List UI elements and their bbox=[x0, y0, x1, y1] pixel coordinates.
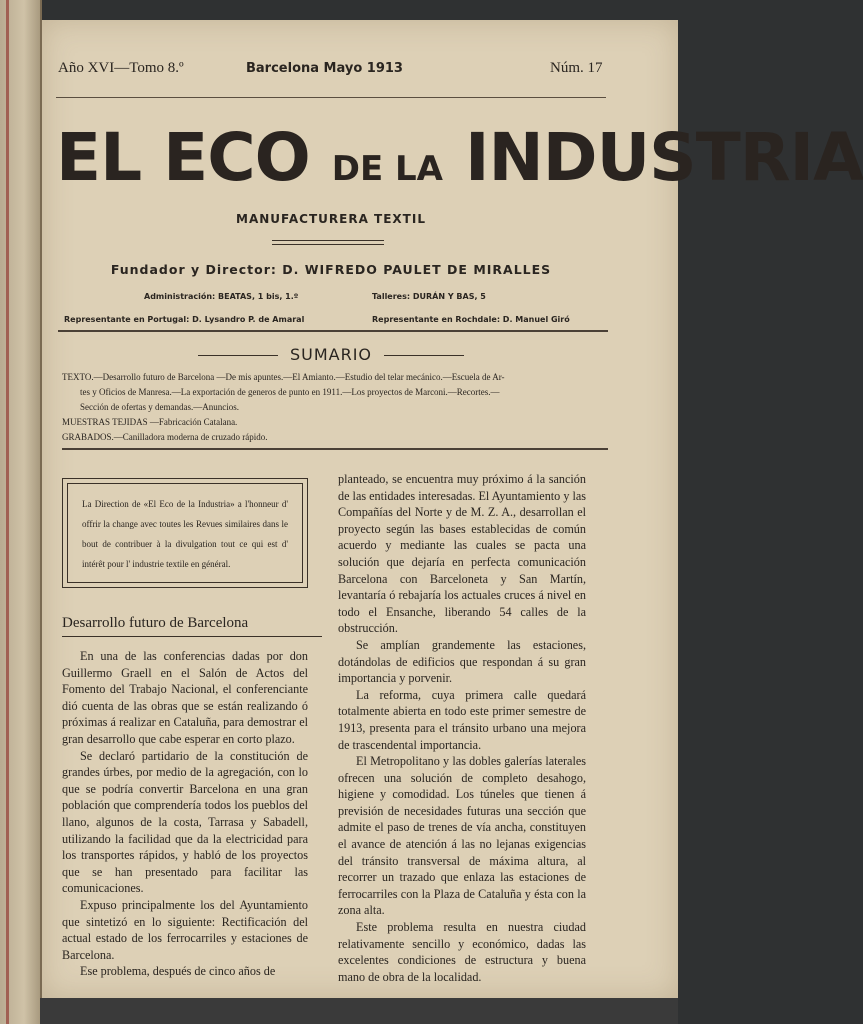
sumario-end-rule bbox=[62, 448, 608, 450]
article-column-left bbox=[62, 648, 308, 980]
sumario-contents bbox=[62, 370, 602, 445]
article-right-paragraph: El Metropolitano y las dobles galerías laterales ofrecen una solución de completo desahogo, higiene y comodidad. Los túneles que tienen á previsión de necesidades futuras una sección que admite el paso de trenes de vía ancha, constituyen el avance de atención á las no lejanas exigencias del tránsito transversal de máxima altura, al recorrer un trazado que enlaza las estaciones de ferrocarriles con la Plaza de Cataluña y ésta con la zona alta. bbox=[338, 754, 586, 918]
rochdale-representative: Representante en Rochdale: D. Manuel Giró bbox=[372, 315, 570, 324]
sumario-texto-line-2: tes y Oficios de Manresa.—La exportación de generos de punto en 1911.—Los proyectos de Marconi.—Recortes.— bbox=[80, 387, 500, 397]
masthead-subtitle: MANUFACTURERA TEXTIL bbox=[236, 212, 426, 226]
article-title: Desarrollo futuro de Barcelona bbox=[62, 615, 322, 637]
header-rule bbox=[56, 97, 606, 98]
issue-header bbox=[56, 60, 606, 80]
sumario-dash-left bbox=[198, 355, 278, 356]
sumario-texto-line-3: Sección de ofertas y demandas.—Anuncios. bbox=[80, 402, 239, 412]
binding-edge bbox=[6, 0, 9, 1024]
article-right-paragraph: La reforma, cuya primera calle quedará totalmente abierta en todo este primer semestre de 1913, presenta para el tránsito urbano una mejora de trascendental importancia. bbox=[338, 687, 586, 752]
masthead-title bbox=[56, 118, 863, 209]
article-right-paragraph: planteado, se encuentra muy próximo á la sanción de las entidades interesadas. El Ayuntamiento y las Compañías del Norte y de M. Z. A., desarrollan el proyecto según las bases establecidas de común acuerdo y mediante las cuales se pacta una solución que dejaría en perfecta comunicación Barcelona con Barceloneta y San Martín, levantaría ó rebajaría los actuales cruces á nivel en todo el Ensanche, liberando 54 calles de la obstrucción. bbox=[338, 472, 586, 636]
subtitle-rule bbox=[272, 240, 384, 245]
exchange-notice-text: La Direction de «El Eco de la Industria» a l'honneur d' offrir la change avec toutes les Revues similaires dans le bout de contribuer à la divulgation tout ce qui est d' intérêt pour l' industrie textile en général. bbox=[67, 483, 303, 583]
volume-label: Año XVI—Tomo 8.º bbox=[58, 60, 184, 76]
adjacent-page-edge bbox=[0, 0, 42, 1024]
sumario-texto-line-1: TEXTO.—Desarrollo futuro de Barcelona —De mis apuntes.—El Amianto.—Estudio del telar mecánico.—Escuela de Ar- bbox=[62, 372, 505, 382]
administration-address: Administración: BEATAS, 1 bis, 1.º bbox=[144, 292, 299, 301]
article-right-paragraph: Este problema resulta en nuestra ciudad relativamente sencillo y económico, dadas las excelentes condiciones de estructura y buena mano de obra de la localidad. bbox=[338, 920, 586, 984]
sumario-dash-right bbox=[384, 355, 464, 356]
article-column-right bbox=[338, 471, 586, 985]
scan-bottom-margin bbox=[40, 998, 680, 1024]
sumario-muestras: MUESTRAS TEJIDAS —Fabricación Catalana. bbox=[62, 417, 238, 427]
sumario-heading bbox=[56, 345, 606, 364]
masthead-part-2: DE LA bbox=[331, 149, 443, 189]
portugal-representative: Representante en Portugal: D. Lysandro P. de Amaral bbox=[64, 315, 305, 324]
masthead-part-3: INDUSTRIA bbox=[464, 119, 863, 196]
article-right-paragraph: Se amplían grandemente las estaciones, dotándolas de edificios que respondan á su gran importancia y porvenir. bbox=[338, 637, 586, 686]
sumario-title: SUMARIO bbox=[289, 345, 373, 364]
article-left-paragraph: Ese problema, después de cinco años de bbox=[80, 964, 276, 979]
issue-number: Núm. 17 bbox=[550, 60, 603, 76]
founder-line: Fundador y Director: D. WIFREDO PAULET DE MIRALLES bbox=[110, 262, 552, 277]
article-left-paragraph: Expuso principalmente los del Ayuntamiento que sintetizó en lo siguiente: Rectificación del actual estado de los ferrocarriles y estaciones de Barcelona. bbox=[62, 897, 308, 962]
masthead-part-1: EL ECO bbox=[56, 119, 310, 196]
info-rule bbox=[58, 330, 608, 332]
article-left-paragraph: Se declaró partidario de la constitución de grandes úrbes, por medio de la agregación, con lo que se podría convertir Barcelona en una gran población que comprendería todos los pueblos del llano, algunos de la costa, Tarrasa y Sabadell, utilizando la facilidad que da la electricidad para los transportes rápidos, y habló de los proyectos que se han presentado para facilitar las comunicaciones. bbox=[62, 748, 308, 896]
exchange-notice-box bbox=[62, 478, 308, 588]
workshop-address: Talleres: DURÁN Y BAS, 5 bbox=[372, 292, 486, 301]
sumario-grabados: GRABADOS.—Canilladora moderna de cruzado rápido. bbox=[62, 432, 268, 442]
place-date: Barcelona Mayo 1913 bbox=[246, 61, 403, 76]
article-left-paragraph: En una de las conferencias dadas por don Guillermo Graell en el Salón de Actos del Fomento del Trabajo Nacional, el conferenciante dió cuenta de las obras que se están realizando ó próximas á realizar en Cataluña, para demostrar el gran desarrollo que cabe esperar en corto plazo. bbox=[62, 649, 308, 746]
